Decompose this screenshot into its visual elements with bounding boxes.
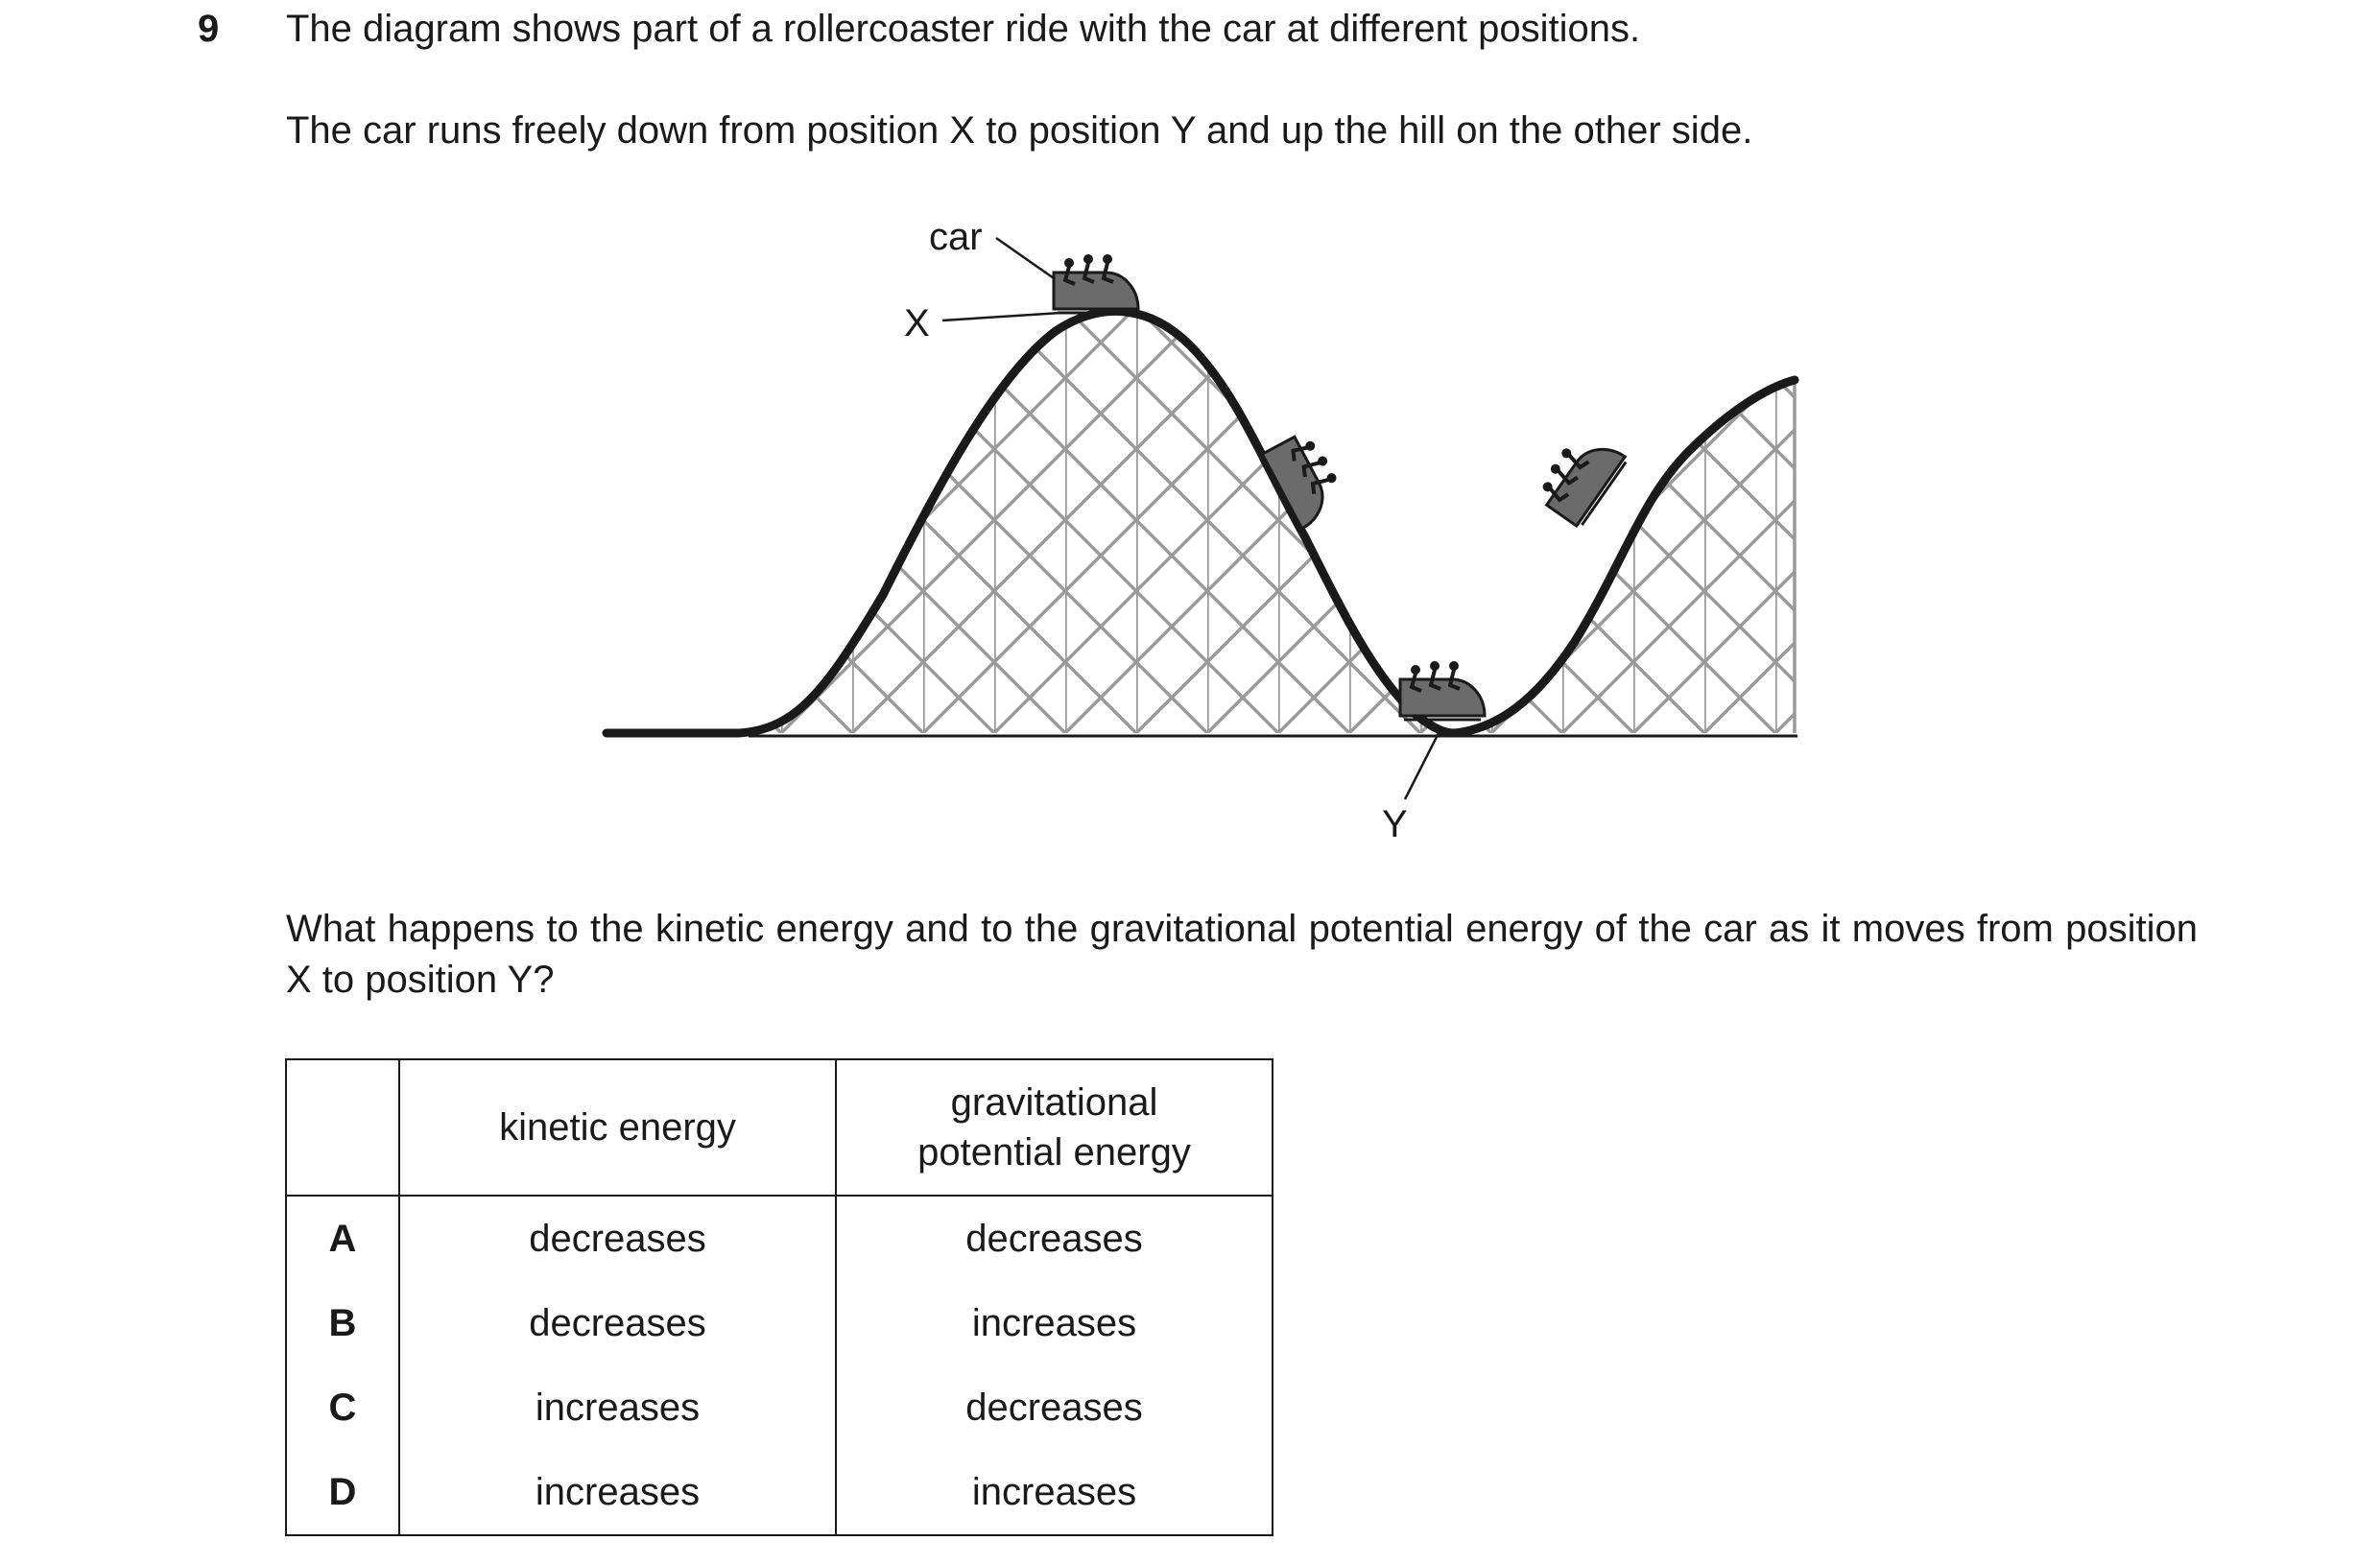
header-blank [286, 1059, 399, 1196]
option-gpe: decreases [836, 1196, 1273, 1281]
question-intro-line-1: The diagram shows part of a rollercoaster ride with the car at different positions. [286, 8, 1641, 50]
option-gpe: increases [836, 1450, 1273, 1535]
label-x: X [904, 302, 930, 344]
label-y: Y [1382, 803, 1408, 845]
label-car: car [929, 216, 983, 258]
answer-table [285, 1058, 1273, 1536]
leader-y [1405, 731, 1440, 799]
table-header-row [286, 1059, 1273, 1196]
option-kinetic: increases [399, 1365, 836, 1450]
option-letter: B [286, 1281, 399, 1365]
option-gpe: decreases [836, 1365, 1273, 1450]
header-kinetic-energy: kinetic energy [399, 1059, 836, 1196]
table-row[interactable] [286, 1365, 1273, 1450]
header-gpe-line-1: gravitational [950, 1081, 1158, 1124]
support-lattice-left-hill [710, 288, 1478, 739]
header-gpe-line-2: potential energy [917, 1131, 1191, 1174]
option-letter: A [286, 1196, 399, 1281]
option-kinetic: decreases [399, 1281, 836, 1365]
table-row[interactable] [286, 1196, 1273, 1281]
question-intro-line-2: The car runs freely down from position X to position Y and up the hill on the other side. [286, 109, 1753, 152]
car-at-y [1400, 661, 1485, 720]
leader-car [996, 238, 1054, 278]
header-gpe [836, 1059, 1273, 1196]
question-number: 9 [198, 8, 220, 50]
table-row[interactable] [286, 1281, 1273, 1365]
question-prompt: What happens to the kinetic energy and to the gravitational potential energy of the car as it moves from position X to position Y? [286, 908, 2198, 1001]
car-on-upslope [1532, 425, 1628, 528]
option-letter: C [286, 1365, 399, 1450]
leader-x [942, 313, 1061, 320]
car-at-x [1054, 254, 1138, 313]
option-kinetic: decreases [399, 1196, 836, 1281]
option-gpe: increases [836, 1281, 1273, 1365]
table-row[interactable] [286, 1450, 1273, 1535]
option-kinetic: increases [399, 1450, 836, 1535]
option-letter: D [286, 1450, 399, 1535]
